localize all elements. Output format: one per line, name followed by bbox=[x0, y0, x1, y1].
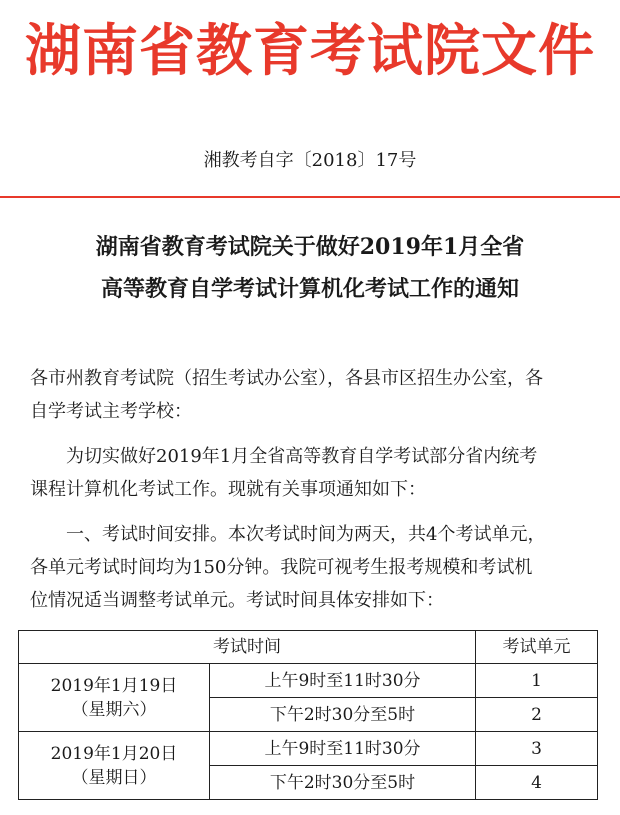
date-cell-day-1 bbox=[19, 664, 210, 732]
exam-schedule-table bbox=[18, 630, 598, 800]
addressee-line-1: 各市州教育考试院（招生考试办公室），各县市区招生办公室，各 bbox=[30, 368, 543, 389]
document-header-title: 湖南省教育考试院文件 bbox=[25, 19, 595, 84]
unit-cell: 1 bbox=[476, 664, 598, 698]
time-slot-cell: 上午9时至11时30分 bbox=[210, 664, 476, 698]
notice-title bbox=[0, 226, 620, 310]
table-row bbox=[19, 732, 598, 766]
addressee-line-2: 自学考试主考学校： bbox=[30, 401, 192, 422]
header-exam-time: 考试时间 bbox=[19, 631, 476, 664]
table-header-row bbox=[19, 631, 598, 664]
paragraph-schedule-line-1: 一、考试时间安排。本次考试时间为两天，共4个考试单元， bbox=[66, 524, 546, 545]
header-exam-unit: 考试单元 bbox=[476, 631, 598, 664]
time-slot-cell: 下午2时30分至5时 bbox=[210, 766, 476, 800]
paragraph-exam-schedule bbox=[30, 518, 600, 617]
time-slot-cell: 下午2时30分至5时 bbox=[210, 698, 476, 732]
unit-cell: 4 bbox=[476, 766, 598, 800]
unit-cell: 2 bbox=[476, 698, 598, 732]
paragraph-schedule-line-2: 各单元考试时间均为150分钟。我院可视考生报考规模和考试机 bbox=[30, 557, 533, 578]
paragraph-intro bbox=[30, 440, 600, 506]
paragraph-schedule-line-3: 位情况适当调整考试单元。考试时间具体安排如下： bbox=[30, 590, 444, 611]
unit-cell: 3 bbox=[476, 732, 598, 766]
table-row bbox=[19, 664, 598, 698]
date-day-1: 2019年1月19日 bbox=[50, 675, 178, 696]
time-slot-cell: 上午9时至11时30分 bbox=[210, 732, 476, 766]
paragraph-intro-line-1: 为切实做好2019年1月全省高等教育自学考试部分省内统考 bbox=[66, 446, 538, 467]
addressee bbox=[30, 362, 600, 428]
notice-title-line-1: 湖南省教育考试院关于做好2019年1月全省 bbox=[95, 234, 525, 260]
notice-title-line-2: 高等教育自学考试计算机化考试工作的通知 bbox=[100, 276, 519, 302]
weekday-day-1: （星期六） bbox=[71, 699, 157, 720]
date-cell-day-2 bbox=[19, 732, 210, 800]
date-day-2: 2019年1月20日 bbox=[50, 743, 178, 764]
document-number: 湘教考自字〔2018〕17号 bbox=[203, 150, 417, 171]
paragraph-intro-line-2: 课程计算机化考试工作。现就有关事项通知如下： bbox=[30, 479, 426, 500]
red-divider-line bbox=[0, 196, 620, 198]
weekday-day-2: （星期日） bbox=[71, 767, 157, 788]
